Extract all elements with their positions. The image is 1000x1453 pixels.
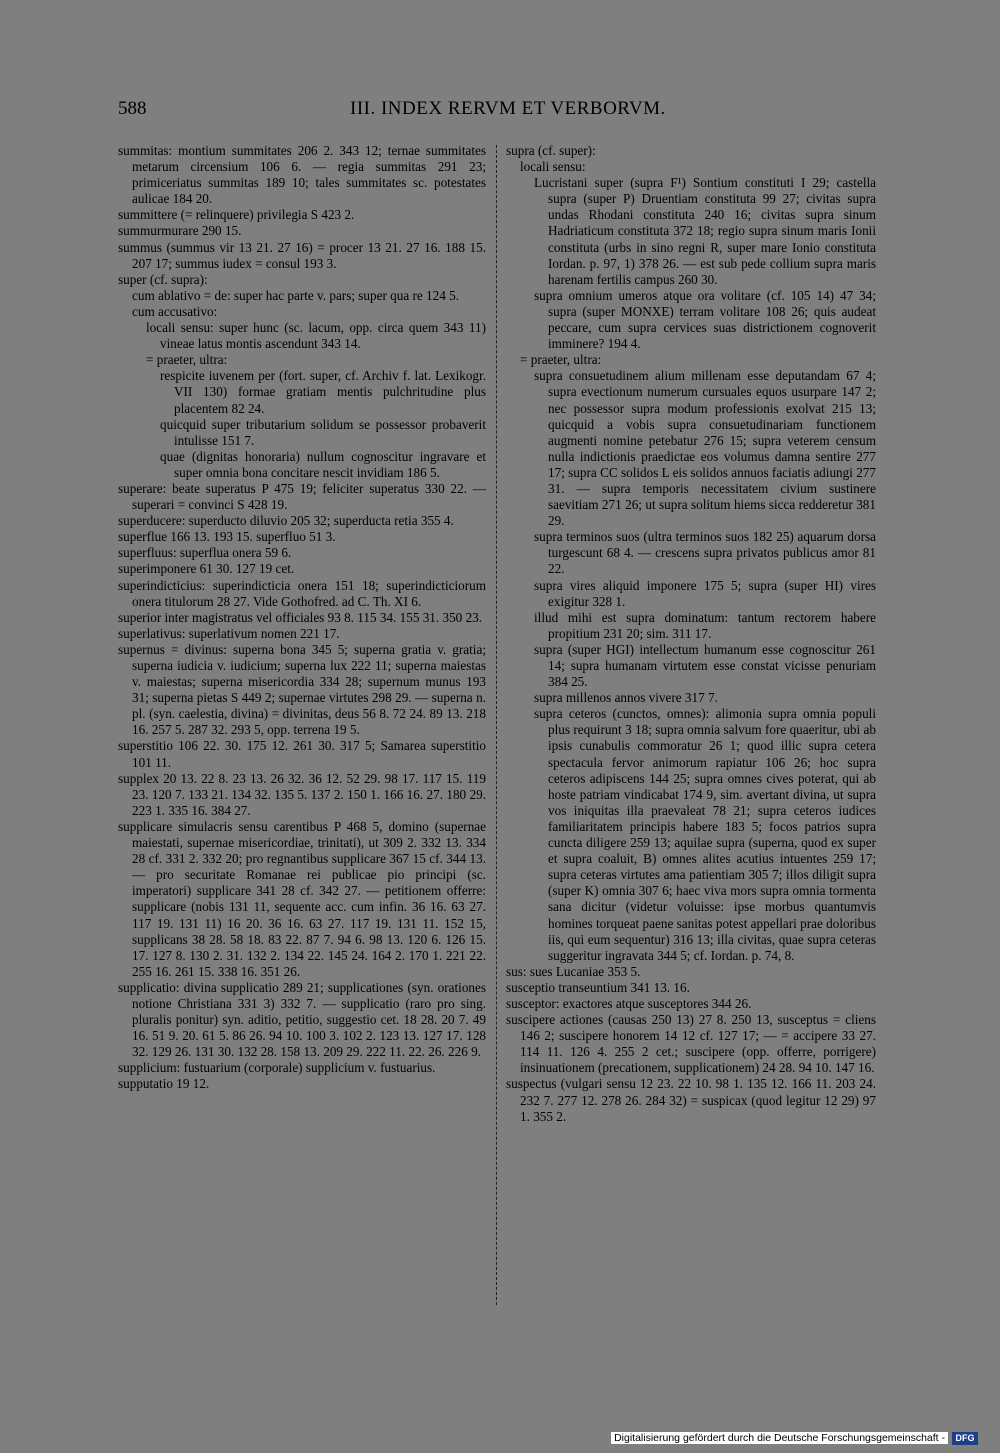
index-subentry: locali sensu: super hunc (sc. lacum, opp. circa quem 343 11) vineae latus montis ascendunt 343 14.	[146, 320, 486, 352]
index-entry: summus (summus vir 13 21. 27 16) = procer 13 21. 27 16. 188 15. 207 17; summus iudex = consul 193 3.	[118, 239, 486, 271]
index-entry: supra (cf. super):	[506, 143, 596, 158]
index-entry: superflue 166 13. 193 15. superfluo 51 3.	[118, 529, 336, 545]
index-entry: superducere: superducto diluvio 205 32; superducta retia 355 4.	[118, 513, 454, 529]
index-subentry: illud mihi est supra dominatum: tantum rectorem habere propitium 231 20; sim. 311 17.	[534, 609, 876, 641]
index-subentry: supra ceteros (cunctos, omnes): alimonia supra omnia populi plus requirunt 3 18; supra omnia salvum fore quaeritur, ubi ab ipsis cunabulis commoratur 26 1; quod illic supra cetera spectacula fervor animorum rapiatur 106 26; hoc supra ceteros adipiscens 144 25; supra omnes cives poterat, qui ab hoste patriam vindicabat 174 9, sim. avertant divina, ut supra vos iniquitas illa praevaleat 78 21; supra ceteros iudices familiaritatem principis habere 183 5; focos patrios supra cuncta diligere 259 13; aquilae supra (superna, quod ex super et supra coaluit, B) omnes alites acutius intuentes 259 17; supra ceteras virtutes ama patientiam 305 7; illos diligit supra (super K) omnia 307 6; haec viva mors supra omnia tormenta sana dicitur (videtur voluisse: ipse morbus quantumvis homines torqueat paene sanitas potest appellari prae doloribus iis, qui eum sequentur) 316 13; illa civitas, quae supra ceteras suggeritur ingravata 344 5; cf. Iordan. p. 74, 8.	[534, 706, 876, 963]
index-subentry: supra omnium umeros atque ora volitare (cf. 105 14) 47 34; supra (super MONXE) terram volitare 108 26; quis audeat peccare, cum supra cervices suas districtionem cognoverit imminere? 194 4.	[534, 287, 876, 352]
index-entry: susceptor: exactores atque susceptores 344 26.	[506, 995, 752, 1011]
index-entry: superindicticius: superindicticia onera 151 18; superindicticiorum onera titulorum 28 27. Vide Gothofred. ad C. Th. XI 6.	[118, 577, 486, 609]
index-entry: summurmurare 290 15.	[118, 223, 242, 239]
index-subentry: quicquid super tributarium solidum se possessor probaverit intulisse 151 7.	[160, 416, 486, 448]
page-number: 588	[118, 98, 147, 119]
index-entry: supplex 20 13. 22 8. 23 13. 26 32. 36 12. 52 29. 98 17. 117 15. 119 23. 120 7. 133 21. 134 32. 135 5. 137 2. 150 1. 166 16. 27. 180 29. 223 1. 335 16. 384 27.	[118, 770, 486, 818]
index-entry: superare: beate superatus P 475 19; feliciter superatus 330 22. — superari = convinci S 428 19.	[118, 480, 486, 513]
index-subentry: quae (dignitas honoraria) nullum cognoscitur ingravare et super omnia bona concitare nescit invidiam 186 5.	[160, 448, 486, 480]
index-subentry: = praeter, ultra:	[146, 352, 228, 368]
index-entry: susceptio transeuntium 341 13. 16.	[506, 979, 690, 995]
index-entry: super (cf. supra):	[118, 271, 208, 287]
index-subentry: supra terminos suos (ultra terminos suos 182 25) aquarum dorsa turgescunt 68 4. — crescens supra privatos publicus amor 81 22.	[534, 529, 876, 577]
index-entry: sus: sues Lucaniae 353 5.	[506, 963, 641, 979]
index-entry: suscipere actiones (causas 250 13) 27 8. 250 13, susceptus = cliens 146 2; suscipere honorem 14 12 cf. 127 17; — = accipere 33 27. 114 11. 126 4. 255 2 cet.; suscipere (opp. offerre, porrigere) insinuationem (precationem, supplicationem) 24 28. 94 10. 147 16.	[506, 1012, 876, 1076]
digitization-footer	[611, 1431, 978, 1445]
index-entry: supputatio 19 12.	[118, 1076, 210, 1092]
index-subentry: locali sensu:	[520, 159, 586, 175]
index-subentry: cum ablativo = de: super hac parte v. pars; super qua re 124 5.	[132, 287, 460, 303]
index-entry: suspectus (vulgari sensu 12 23. 22 10. 98 1. 135 12. 166 11. 203 24. 232 7. 277 12. 278 26. 284 32) = suspicax (quod legitur 12 29) 97 1. 355 2.	[506, 1076, 876, 1124]
running-title: III. INDEX RERVM ET VERBORVM.	[350, 98, 666, 119]
index-subentry: respicite iuvenem per (fort. super, cf. Archiv f. lat. Lexikogr. VII 130) formae gratiam mentis pulchritudine plus placentem 82 24.	[160, 368, 486, 416]
dfg-logo-icon: DFG	[952, 1432, 978, 1445]
index-entry: superlativus: superlativum nomen 221 17.	[118, 625, 340, 641]
index-subentry: = praeter, ultra:	[520, 352, 602, 368]
index-subentry: Lucristani super (supra F¹) Sontium constituti I 29; castella supra (super P) Druentiam constituta 99 27; civitas supra undas Rhodani constituta 240 16; civitas supra sinum Hadriaticum constituta 372 18; regio supra sinum maris Ionii constituta (urbs in sino regni R, super mare Ionio constituta Iordan. p. 97, 1) 378 26. — est sub pede collium supra maris harenam fertilis campus 260 30.	[534, 175, 876, 287]
index-entry: summitas: montium summitates 206 2. 343 12; ternae summitates metarum circensium 106 6. — regia summitas 291 23; primiceriatus summitas 189 10; tales summitates sc. potestates aulicae 184 20.	[118, 143, 486, 207]
index-entry: superfluus: superflua onera 59 6.	[118, 545, 292, 561]
index-entry: superimponere 61 30. 127 19 cet.	[118, 561, 295, 577]
index-entry: supplicatio: divina supplicatio 289 21; supplicationes (syn. orationes notione Christiana 331 3) 332 7. — supplicatio (raro pro sing. pluralis ponitur) syn. aditio, petitio, suggestio cet. 18 28. 20 7. 49 16. 51 9. 20. 61 5. 86 26. 94 10. 100 3. 102 2. 123 13. 127 17. 128 32. 129 26. 131 30. 132 28. 158 13. 209 29. 222 11. 22. 26. 226 9.	[118, 979, 486, 1060]
index-entry: supplicare simulacris sensu carentibus P 468 5, domino (supernae maiestati, supernae misericordiae, trinitati), ut 309 2. 332 13. 334 28 cf. 331 2. 332 20; pro regnantibus supplicare 367 15 cf. 344 13. — pro securitate Romanae rei publicae pio principi (sc. imperatori) supplicare 341 28 cf. 342 27. — petitionem offerre: supplicare (nobis 131 11, sequente acc. cum infin. 36 16. 63 27. 117 19. 131 11) 16 20. 36 16. 63 27. 117 19. 131 11. 152 15, supplicans 38 28. 58 18. 83 22. 87 7. 94 6. 98 13. 120 6. 126 15. 17. 127 8. 130 2. 31. 132 2. 134 22. 145 24. 164 2. 170 1. 221 22. 255 16. 261 15. 338 16. 351 26.	[118, 818, 486, 979]
page-header	[118, 98, 878, 122]
index-subentry: cum accusativo:	[132, 303, 218, 319]
index-subentry: supra vires aliquid imponere 175 5; supra (super HI) vires exigitur 328 1.	[534, 577, 876, 609]
index-entry: superstitio 106 22. 30. 175 12. 261 30. 317 5; Samarea superstitio 101 11.	[118, 738, 486, 770]
index-subentry: supra (super HGI) intellectum humanum esse cognoscitur 261 14; supra humanam virtutem esse constat vicisse penuriam 384 25.	[534, 641, 876, 690]
column-divider	[496, 145, 497, 1305]
index-entry: superior inter magistratus vel officiales 93 8. 115 34. 155 31. 350 23.	[118, 609, 483, 625]
footer-credit: Digitalisierung gefördert durch die Deutsche Forschungsgemeinschaft -	[611, 1432, 948, 1444]
index-subentry: supra consuetudinem alium millenam esse deputandam 67 4; supra evectionum numerum cursuales equos usurpare 147 2; nec possessor supra modum professionis exolvat 215 13; quicquid a vobis supra consuetudinariam functionem augmenti nomine petebatur 276 15; supra veterem censum nulla indictionis praedictae eos volumus damna sentire 277 17; supra CC solidos L eis solidos annuos faciatis adiungi 277 31. — supra temporis necessitatem civium sustinere saevitiam 271 26; ut supra solitum hiems sicca redderetur 381 29.	[534, 368, 876, 529]
index-entry: summittere (= relinquere) privilegia S 423 2.	[118, 207, 355, 223]
index-entry: supplicium: fustuarium (corporale) supplicium v. fustuarius.	[118, 1060, 436, 1076]
left-column	[118, 143, 486, 1093]
index-subentry: supra millenos annos vivere 317 7.	[534, 690, 718, 706]
index-entry: supernus = divinus: superna bona 345 5; superna gratia v. gratia; superna iudicia v. iudicium; superna lux 222 11; superna maiestas v. maiestas; superna misericordia 334 28; supernum munus 193 31; superna pietas S 449 2; supernae virtutes 298 29. — superna n. pl. (syn. caelestia, divina) = divinitas, deus 56 8. 72 24. 89 13. 218 16. 257 5. 287 32. 293 5, opp. terrena 19 5.	[118, 641, 486, 738]
right-column	[506, 143, 876, 1125]
